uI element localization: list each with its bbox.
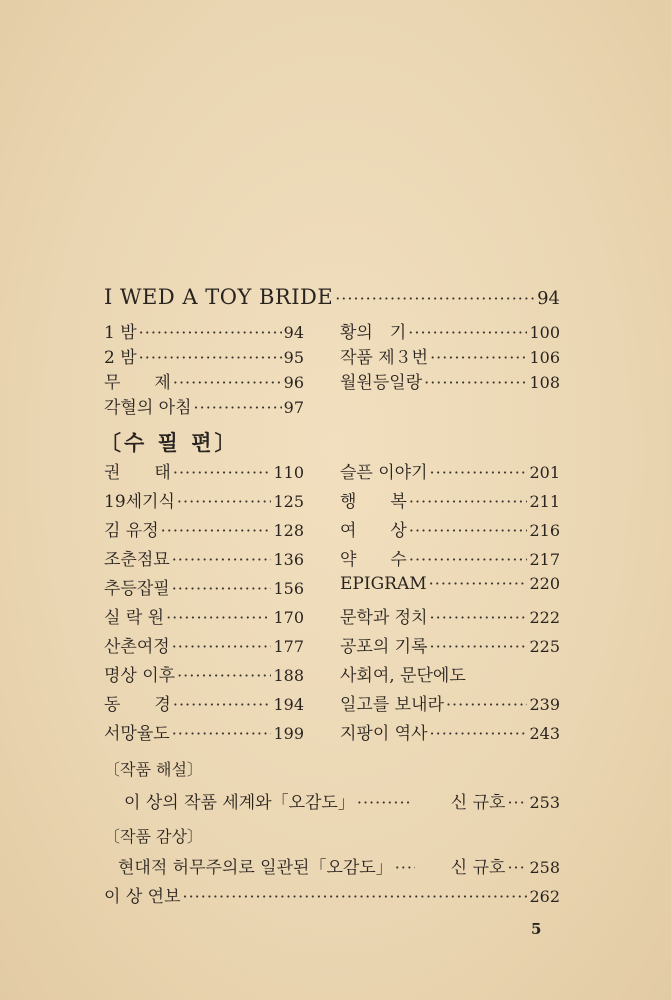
toc-entry [340,690,560,715]
entry-title: 동 경 [104,695,171,715]
entry-page: 220 [529,574,560,593]
entry-title: 실 락 원 [104,608,165,628]
entry-page: 96 [283,373,304,392]
toc-entry [104,516,304,541]
toc-entry [340,458,560,483]
entry-page: 95 [283,348,304,367]
entry-page: 222 [529,608,560,627]
entry-title: 각혈의 아침 [104,398,192,418]
toc-entry [104,318,304,343]
entry-page: 188 [273,666,304,685]
dot-leader [335,289,535,308]
dot-leader [139,323,282,342]
dot-leader [139,348,282,367]
toc-entry [104,719,304,744]
entry-title: 무 제 [104,373,171,393]
toc-entry [104,632,304,657]
toc-entry [340,516,560,541]
entry-title: I WED A TOY BRIDE [104,285,334,309]
toc-entry-chronology [104,882,560,907]
entry-page: 201 [529,463,560,482]
toc-entry-commentary [124,788,560,813]
dot-leader [173,373,282,392]
entry-page: 108 [529,373,560,392]
dot-leader [409,550,528,569]
entry-title: 명상 이후 [104,666,176,686]
dot-leader [194,398,282,417]
dot-leader [161,521,272,540]
dot-leader [430,608,528,627]
entry-page: 239 [529,695,560,714]
entry-title: 서망율도 [104,724,170,744]
entry-page: 225 [529,637,560,656]
toc-entry [104,343,304,368]
entry-title: 황의 기 [340,323,407,343]
dot-leader [172,579,272,598]
entry-page: 94 [537,288,560,309]
dot-leader [177,666,271,685]
entry-page: 100 [529,323,560,342]
entry-title: 문학과 정치 [340,608,428,628]
toc-entry [340,487,560,512]
toc-entry-appreciation [118,853,560,878]
entry-page: 94 [283,323,304,342]
entry-title: 19세기식 [104,492,175,512]
toc-entry [104,393,304,418]
toc-entry [340,603,560,628]
entry-page: 106 [529,348,560,367]
toc-entry [340,661,560,686]
dot-leader [507,858,527,877]
appreciation-heading: 〔작품 감상〕 [104,827,203,846]
dot-leader [408,323,527,342]
toc-entry [340,632,560,657]
entry-page: 253 [529,793,560,812]
dot-leader [446,695,528,714]
entry-title: 공포의 기록 [340,637,428,657]
entry-page: 217 [529,550,560,569]
entry-page: 136 [273,550,304,569]
dot-leader [430,724,528,743]
dot-leader [507,793,527,812]
toc-entry [340,318,560,343]
entry-title: EPIGRAM [340,574,427,594]
entry-author: 신 규호 [450,858,506,878]
toc-entry [104,574,304,599]
dot-leader [173,695,272,714]
dot-leader [173,463,272,482]
dot-leader [177,492,272,511]
entry-title: 슬픈 이야기 [340,463,428,483]
dot-leader [409,492,528,511]
entry-title: 이 상 연보 [104,887,181,907]
entry-page: 97 [283,398,304,417]
entry-page: 243 [529,724,560,743]
dot-leader [172,724,272,743]
toc-entry [104,368,304,393]
entry-page: 258 [529,858,560,877]
entry-title: 행 복 [340,492,407,512]
entry-title: 일고를 보내라 [340,695,444,715]
entry-page: 170 [273,608,304,627]
entry-title: 현대적 허무주의로 일관된「오감도」 [118,858,393,878]
dot-leader [395,858,415,877]
essay-section-heading: 〔수 필 편〕 [100,430,239,455]
toc-entry [340,545,560,570]
entry-title: 산촌여정 [104,637,170,657]
entry-page: 110 [273,463,304,482]
entry-title: 작품 제３번 [340,348,429,368]
entry-author: 신 규호 [450,793,506,813]
entry-title: 사회여, 문단에도 [340,666,466,686]
dot-leader [357,793,411,812]
toc-entry [104,661,304,686]
toc-entry [340,719,560,744]
entry-page: 216 [529,521,560,540]
dot-leader [183,887,528,906]
dot-leader [430,348,527,367]
entry-title: 김 유정 [104,521,159,541]
page-number: 5 [531,920,542,938]
toc-entry [104,603,304,628]
entry-page: 199 [273,724,304,743]
entry-page: 211 [529,492,560,511]
entry-page: 177 [273,637,304,656]
entry-title: 월원등일랑 [340,373,423,393]
toc-entry [340,343,560,368]
commentary-heading: 〔작품 해설〕 [104,760,203,779]
entry-page: 156 [273,579,304,598]
dot-leader [172,550,272,569]
toc-entry [104,545,304,570]
toc-entry [104,458,304,483]
entry-page: 128 [273,521,304,540]
toc-entry-toy-bride [104,285,560,309]
entry-title: 2 밤 [104,348,137,368]
dot-leader [424,373,527,392]
toc-entry [340,368,560,393]
entry-page: 125 [273,492,304,511]
entry-title: 지팡이 역사 [340,724,428,744]
entry-title: 추등잡필 [104,579,170,599]
entry-title: 1 밤 [104,323,137,343]
entry-page: 262 [529,887,560,906]
entry-title: 약 수 [340,550,407,570]
dot-leader [430,637,528,656]
entry-page: 194 [273,695,304,714]
entry-title: 여 상 [340,521,407,541]
dot-leader [430,463,528,482]
dot-leader [172,637,272,656]
toc-entry [104,487,304,512]
toc-entry [340,574,560,594]
entry-title: 조춘점묘 [104,550,170,570]
entry-title: 이 상의 작품 세계와「오감도」 [124,793,355,813]
entry-title: 권 태 [104,463,171,483]
dot-leader [166,608,271,627]
dot-leader [409,521,528,540]
toc-entry [104,690,304,715]
dot-leader [429,574,528,593]
